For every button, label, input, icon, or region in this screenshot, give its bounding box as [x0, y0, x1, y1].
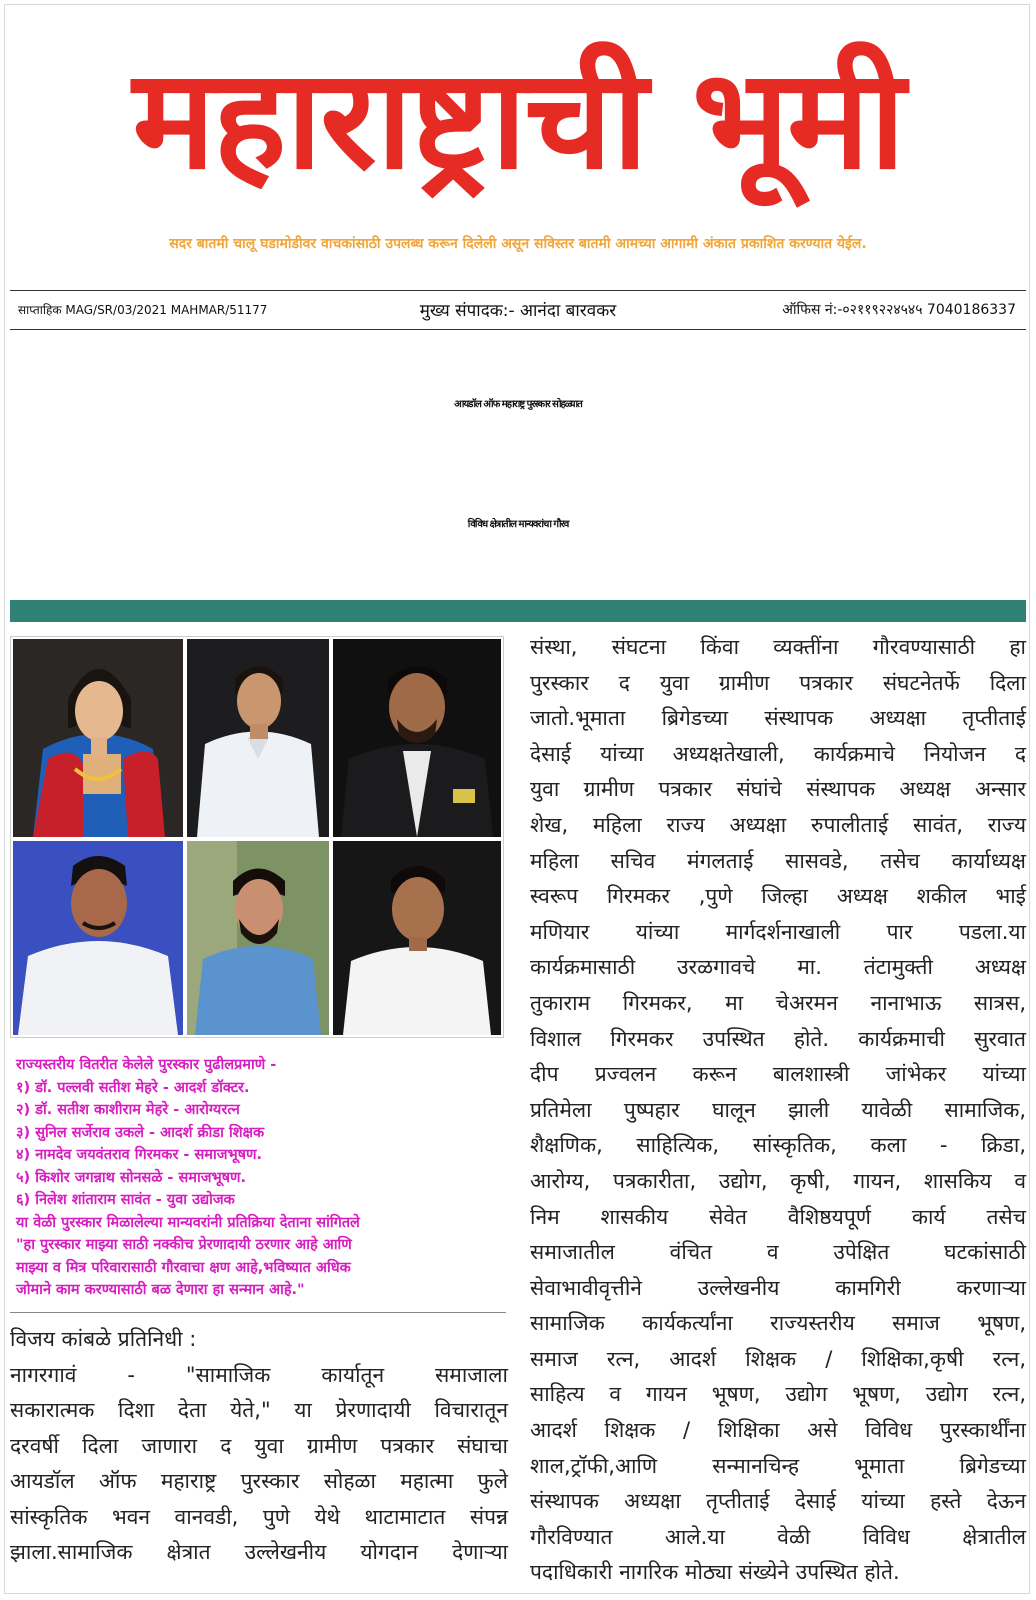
awards-quote-line: "हा पुरस्कार माझ्या साठी नक्कीच प्रेरणादायी ठरणार आहे आणि: [16, 1237, 352, 1253]
article-line: सकारात्मक दिशा देता येते," या प्रेरणादायी विचारातून: [10, 1398, 508, 1422]
awards-quote-line: जोमाने काम करण्यासाठी बळ देणारा हा सन्मान आहे.": [16, 1282, 305, 1298]
winner-photo-6: [333, 841, 501, 1035]
article-line: शेख, महिला राज्य अध्यक्षा रुपालीताई सावंत, राज्य: [530, 812, 1026, 837]
section-divider-bar: [10, 600, 1026, 622]
office-phone: ऑफिस नं:-०२११९२२४५४५ 7040186337: [782, 302, 1016, 318]
winner-photo-1: [13, 639, 183, 837]
article-line: आयडॉल ऑफ महाराष्ट्र पुरस्कार सोहळा महात्मा फुले: [10, 1469, 508, 1493]
article-line: तुकाराम गिरमकर, मा चेअरमन नानाभाऊ सात्रस,: [530, 990, 1026, 1015]
article-line: युवा ग्रामीण पत्रकार संघांचे संस्थापक अध्यक्ष अन्सार: [530, 777, 1026, 802]
article-line: महिला सचिव मंगलताई सासवडे, तसेच कार्याध्यक्ष: [530, 848, 1026, 873]
article-line: समाज रत्न, आदर्श शिक्षक / शिक्षिका,कृषी रत्न,: [530, 1346, 1026, 1371]
winner-photo-4: [13, 841, 183, 1035]
article-line: दीप प्रज्वलन करून बालशास्त्री जांभेकर यांच्या: [530, 1062, 1026, 1087]
masthead: [0, 20, 1036, 220]
article-line: आदर्श शिक्षक / शिक्षिका असे विविध पुरस्कार्थींना: [530, 1418, 1026, 1443]
article-left-column: [10, 1322, 508, 1571]
article-line: पदाधिकारी नागरिक मोठ्या संख्येने उपस्थित होते.: [530, 1560, 900, 1585]
article-line: कार्यक्रमासाठी उरळगावचे मा. तंटामुक्ती अध्यक्ष: [530, 955, 1026, 980]
article-line: सामाजिक कार्यकर्त्यांना राज्यस्तरीय समाज भूषण,: [530, 1311, 1026, 1336]
winner-photo-5: [187, 841, 329, 1035]
award-item: ६) निलेश शांताराम सावंत - युवा उद्योजक: [16, 1192, 235, 1208]
article-line: झाला.सामाजिक क्षेत्रात उल्लेखनीय योगदान देणाऱ्या: [10, 1540, 508, 1564]
article-line: साहित्य व गायन भूषण, उद्योग भूषण, उद्योग रत्न,: [530, 1382, 1026, 1407]
article-line: शाल,ट्रॉफी,आणि सन्मानचिन्ह भूमाता ब्रिगेडच्या: [530, 1453, 1026, 1478]
article-line: सेवाभावीवृत्तीने उल्लेखनीय कामगिरी करणाऱ्या: [530, 1275, 1026, 1300]
article-line: दरवर्षी दिला जाणारा द युवा ग्रामीण पत्रकार संघाचा: [10, 1433, 508, 1458]
article-line: आरोग्य, पत्रकारीता, उद्योग, कृषी, गायन, शासकिय व: [530, 1168, 1026, 1193]
masthead-title: महाराष्ट्राची भूमी: [132, 39, 904, 200]
column-rule: [10, 1312, 506, 1313]
awards-list: [16, 1054, 506, 1302]
article-line: प्रतिमेला पुष्पहार घालून झाली यावेळी सामाजिक,: [530, 1097, 1026, 1122]
article-line: सांस्कृतिक भवन वानवडी, पुणे येथे थाटामाटात संपन्न: [10, 1504, 508, 1529]
award-winners-photo-collage: [10, 636, 504, 1038]
masthead-tagline: सदर बातमी चालू घडामोडीवर वाचकांसाठी उपलब्ध करून दिलेली असून सविस्तर बातमी आमच्या आगामी अंकात प्रकाशित करण्यात येईल.: [169, 236, 867, 252]
awards-intro: राज्यस्तरीय वितरीत केलेले पुरस्कार पुढीलप्रमाणे -: [16, 1057, 277, 1073]
article-line: संस्था, संघटना किंवा व्यक्तींना गौरवण्यासाठी हा: [530, 635, 1026, 659]
headline-line-1: आयडॉल ऑफ महाराष्ट्र पुरस्कार सोहळ्यात: [454, 399, 582, 410]
winner-photo-3: [333, 639, 501, 837]
article-line: समाजातील वंचित व उपेक्षित घटकांसाठी: [530, 1240, 1026, 1265]
article-line: स्वरूप गिरमकर ,पुणे जिल्हा अध्यक्ष शकील भाई: [530, 884, 1026, 909]
article-line: निम शासकीय सेवेत वैशिष्ठयपूर्ण कार्य तसेच: [530, 1204, 1026, 1229]
awards-quote-line: माझ्या व मित्र परिवारासाठी गौरवाचा क्षण आहे,भविष्यात अधिक: [16, 1259, 351, 1276]
registration-number: साप्ताहिक MAG/SR/03/2021 MAHMAR/51177: [18, 303, 268, 317]
chief-editor: मुख्य संपादक:- आनंदा बारवकर: [419, 301, 617, 321]
info-bar: [10, 290, 1026, 330]
headline-line-2: विविध क्षेत्रातील मान्यवरांचा गौरव: [467, 519, 569, 530]
article-line: विशाल गिरमकर उपस्थित होते. कार्यक्रमाची सुरवात: [530, 1026, 1026, 1051]
article-line: मणियार यांच्या मार्गदर्शनाखाली पार पडला.या: [530, 919, 1026, 944]
award-item: २) डॉ. सतीश काशीराम मेहरे - आरोग्यरत्न: [16, 1102, 240, 1118]
article-line: संस्थापक अध्यक्षा तृप्तीताई देसाई यांच्या हस्ते देऊन: [530, 1489, 1026, 1514]
article-line: शैक्षणिक, साहित्यिक, सांस्कृतिक, कला - क्रिडा,: [530, 1133, 1026, 1158]
article-line: गौरविण्यात आले.या वेळी विविध क्षेत्रातील: [530, 1524, 1026, 1549]
award-item: ३) सुनिल सर्जेराव उकले - आदर्श क्रीडा शिक्षक: [16, 1124, 265, 1141]
article-line: जातो.भूमाता ब्रिगेडच्या संस्थापक अध्यक्षा तृप्तीताई: [530, 706, 1026, 731]
award-item: ५) किशोर जगन्नाथ सोनसळे - समाजभूषण.: [16, 1169, 247, 1186]
winner-photo-2: [187, 639, 329, 837]
article-line: विजय कांबळे प्रतिनिधी :: [10, 1327, 197, 1351]
award-item: ४) नामदेव जयवंतराव गिरमकर - समाजभूषण.: [16, 1147, 263, 1163]
article-line: पुरस्कार द युवा ग्रामीण पत्रकार संघटनेतर्फे दिला: [530, 670, 1026, 695]
article-right-column: [530, 630, 1026, 1591]
award-item: १) डॉ. पल्लवी सतीश मेहरे - आदर्श डॉक्टर.: [16, 1079, 250, 1096]
awards-quote-line: या वेळी पुरस्कार मिळालेल्या मान्यवरांनी प्रतिक्रिया देताना सांगितले: [16, 1214, 360, 1231]
article-line: नागरगावं - "सामाजिक कार्यातून समाजाला: [10, 1362, 508, 1387]
article-line: देसाई यांच्या अध्यक्षतेखाली, कार्यक्रमाचे नियोजन द: [530, 741, 1026, 766]
